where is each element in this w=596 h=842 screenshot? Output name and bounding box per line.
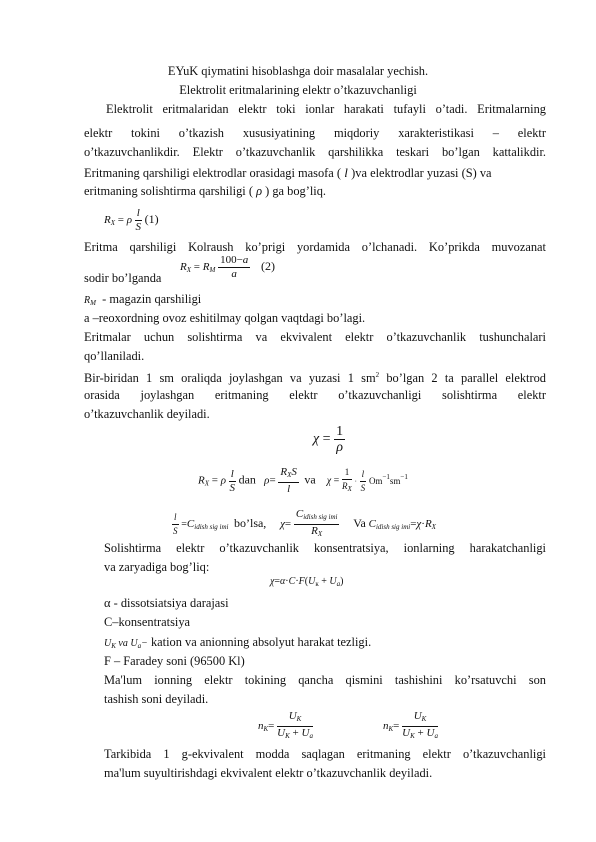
equation-row-4: $\frac{l}{S}$ $=C_{idish sig imi}$ bo’lsa, χ= $\frac{C_{idish sig imi}}{R_X}$ Va $C_{idish sig imi}=\chi\cdot R_X$ (172, 508, 436, 541)
para5-line2: va zaryadiga bog’liq: (104, 560, 210, 574)
para4-line1a: Bir-biridan 1 sm oraliqda joylashgan va yuzasi 1 sm (84, 371, 376, 385)
rm-def-text: - magazin qarshiligi (102, 292, 202, 306)
para5-line1: Solishtirma elektr o’tkazuvchanlik konsentratsiya, ionlarning harakatchanligi (104, 541, 546, 555)
unit-om: Om (368, 475, 383, 486)
para1-line4b: )va elektrodlar yuzasi (S) va (351, 166, 492, 180)
chi-fraction: $\frac{1}{\rho}$ (336, 424, 344, 455)
page-title: EYuK qiymatini hisoblashga doir masalalar yechish. (167, 64, 429, 78)
unit-exp-1: −1 (382, 472, 390, 481)
f-definition: F – Faradey soni (96500 Kl) (104, 654, 245, 668)
para1-line2: elektr tokini o’tkazish xususiyatining miqdoriy xarakteristikasi – elektr (84, 126, 546, 140)
transport1-frac: $\frac{U_K}{U_K + U_a}$ (277, 710, 313, 740)
para2-line2: sodir bo’lganda (84, 271, 162, 285)
equation-transport-1: $n_K=$ $\frac{U_K}{U_K + U_a}$ (258, 710, 313, 743)
row3-frac2: $\frac{R_XS}{l}$ (280, 466, 297, 495)
rm-symbol: $R_M$ (84, 295, 96, 307)
equation-chi: χ = $\frac{1}{\rho}$ (313, 424, 344, 455)
cidish-sub-3: idish sig imi (375, 523, 411, 532)
row4-frac1: $\frac{l}{S}$ (173, 512, 178, 536)
eq1-fraction: $\frac{l}{S}$ (135, 207, 142, 233)
para1-line1: Elektrolit eritmalaridan elektr toki ionlar harakati tufayli o’tadi. Eritmalarning (106, 102, 546, 116)
row3-frac3: $\frac{1}{R_X}$ (342, 467, 352, 493)
eq2-number: (2) (261, 259, 276, 274)
a-definition: a –reoxordning ovoz eshitilmay qolgan vaqtdagi bo’lagi. (84, 311, 366, 325)
section-subtitle: Elektrolit eritmalarining elektr o’tkazuvchanligi (179, 83, 417, 97)
alpha-definition: α - dissotsiatsiya darajasi (104, 596, 229, 610)
para7-line2: ma'lum suyultirishdagi ekvivalent elektr o’tkazuvchanlik deyiladi. (104, 766, 433, 780)
para4-line3: o’tkazuvchanlik deyiladi. (84, 407, 210, 421)
para4-line1 (84, 368, 546, 386)
equation-1: $R_X = \rho$ $\frac{l}{S}$ (1) (104, 207, 159, 233)
u-def-text: kation va anionning absolyut harakat tezligi. (150, 635, 372, 649)
eq1-number: (1) (144, 212, 159, 227)
uk-symbol: $U_K$ (104, 638, 116, 650)
equation-2: $R_X = R_M$ $\frac{100-a}{a}$ (2) (180, 254, 276, 280)
unit-sm: sm (389, 475, 401, 486)
para1-line4a: Eritmaning qarshiligi elektrodlar orasidagi masofa ( (84, 166, 342, 180)
para2-line1: Eritma qarshiligi Kolraush ko’prigi yordamida o’lchanadi. Ko’prikda muvozanat (84, 240, 546, 254)
sup-2: 2 (375, 371, 380, 379)
u-definition (104, 635, 371, 654)
equation-chi-conc: $\chi=\alpha\cdot C\cdot F(U_к + U_a)$ (270, 576, 344, 588)
dan-word: dan (238, 472, 256, 487)
para1-line4 (84, 165, 492, 181)
bolsa-word: bo’lsa, (233, 516, 267, 531)
row3-frac4: $\frac{l}{S}$ (360, 468, 366, 493)
para1-line5 (84, 184, 326, 199)
para1-line5b: ) ga bog’liq. (265, 184, 327, 198)
va-cap-word: Va (353, 516, 366, 531)
rm-definition (84, 292, 201, 311)
unit-exp-2: −1 (400, 472, 408, 481)
para4-line1b: bo’lgan 2 ta parallel elektrod (379, 371, 546, 385)
cidish-sub-2: idish sig imi (303, 513, 338, 521)
para6-line1: Ma'lum ionning elektr tokining qancha qismini tashishini ko’rsatuvchi son (104, 673, 546, 687)
row3-frac1: $\frac{l}{S}$ (229, 467, 236, 494)
rho-symbol: ρ (252, 184, 266, 198)
transport2-frac: $\frac{U_K}{U_K + U_a}$ (402, 710, 438, 740)
para1-line5a: eritmaning solishtirma qarshiligi ( (84, 184, 253, 198)
cidish-sub-1: idish sig imi (194, 523, 229, 532)
row4-frac2: $\frac{C_{idish sig imi}}{R_X}$ (295, 508, 338, 538)
equation-row-3: $R_X = \rho$ $\frac{l}{S}$ dan ρ= $\frac{R_XS}{l}$ va χ = $\frac{1}{R_X}$ · $\frac{l}{S}$ $Om^{-1}sm^{-1}$ (198, 466, 408, 495)
eq2-fraction: $\frac{100-a}{a}$ (220, 254, 249, 280)
para3-line2: qo’llaniladi. (84, 349, 145, 363)
para7-line1: Tarkibida 1 g-ekvivalent modda saqlagan eritmaning elektr o’tkazuvchanligi (104, 747, 546, 761)
c-definition: C–konsentratsiya (104, 615, 191, 629)
equation-transport-2: $n_K=$ $\frac{U_K}{U_K + U_a}$ (383, 710, 438, 743)
para3-line1: Eritmalar uchun solishtirma va ekvivalent elektr o’tkazuvchanlik tushunchalari (84, 330, 546, 344)
para1-line3: o’tkazuvchanlikdir. Elektr o’tkazuvchanlik qarshilikka teskari bo’lgan kattalikdir. (84, 145, 546, 159)
para4-line2: orasida joylashgan eritmaning elektr o’tkazuvchanligi solishtirma elektr (84, 388, 546, 402)
va-word: va (304, 472, 316, 487)
va-italic: va (115, 638, 131, 649)
para6-line2: tashish soni deyiladi. (104, 692, 209, 706)
l-symbol: l (341, 165, 352, 180)
ua-symbol: $U_a-$ (130, 638, 148, 650)
